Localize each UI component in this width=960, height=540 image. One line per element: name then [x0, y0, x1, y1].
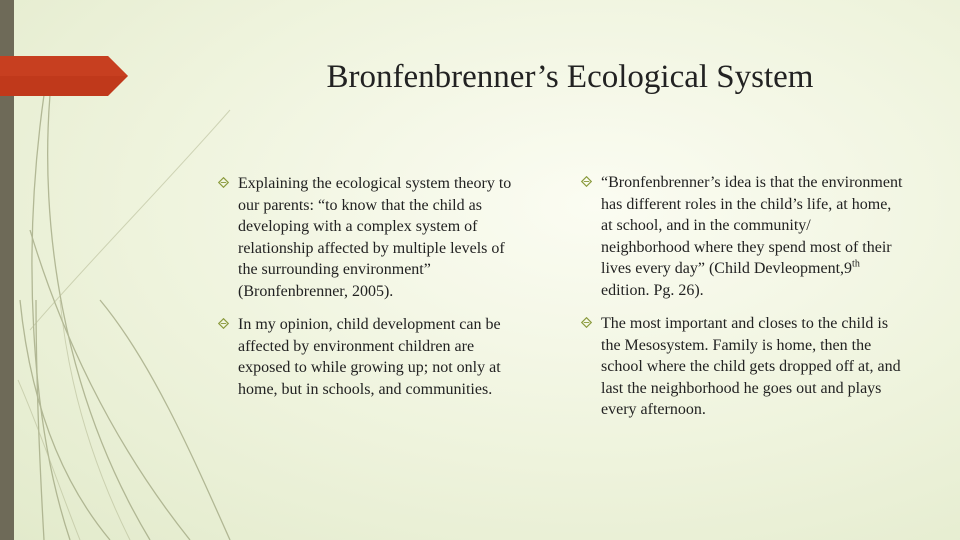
diamond-outline-icon — [218, 177, 229, 188]
diamond-outline-icon — [581, 317, 592, 328]
bullet-item — [215, 173, 525, 302]
bullet-text: The most important and closes to the child is the Mesosystem. Family is home, then the school where the child gets dropped off at, and last the neighborhood he goes out and plays every afternoon. — [601, 315, 901, 418]
right-column — [578, 172, 903, 421]
superscript: th — [852, 258, 860, 270]
bullet-item — [578, 313, 903, 421]
diamond-outline-icon — [218, 318, 229, 329]
bullet-item — [215, 314, 525, 400]
slide-title: Bronfenbrenner’s Ecological System — [326, 59, 814, 95]
bullet-text: “Bronfenbrenner’s idea is that the environment has different roles in the child’s life, at home, at school, and in the community/ neighborhood where they spend most of their lives every day” (Child Devleopment,9 — [601, 174, 903, 277]
title-accent-arrow — [0, 56, 128, 96]
bullet-text: Explaining the ecological system theory to our parents: “to know that the child as developing with a complex system of relationship affected by multiple levels of the surrounding environment” (Bronfenbrenner, 2005). — [238, 175, 512, 300]
bullet-text: In my opinion, child development can be affected by environment children are exposed to while growing up; not only at home, but in schools, and communities. — [238, 316, 501, 398]
bullet-text-end: edition. Pg. 26). — [601, 281, 704, 299]
diamond-outline-icon — [581, 176, 592, 187]
left-column — [215, 173, 525, 400]
bullet-item — [578, 172, 903, 301]
